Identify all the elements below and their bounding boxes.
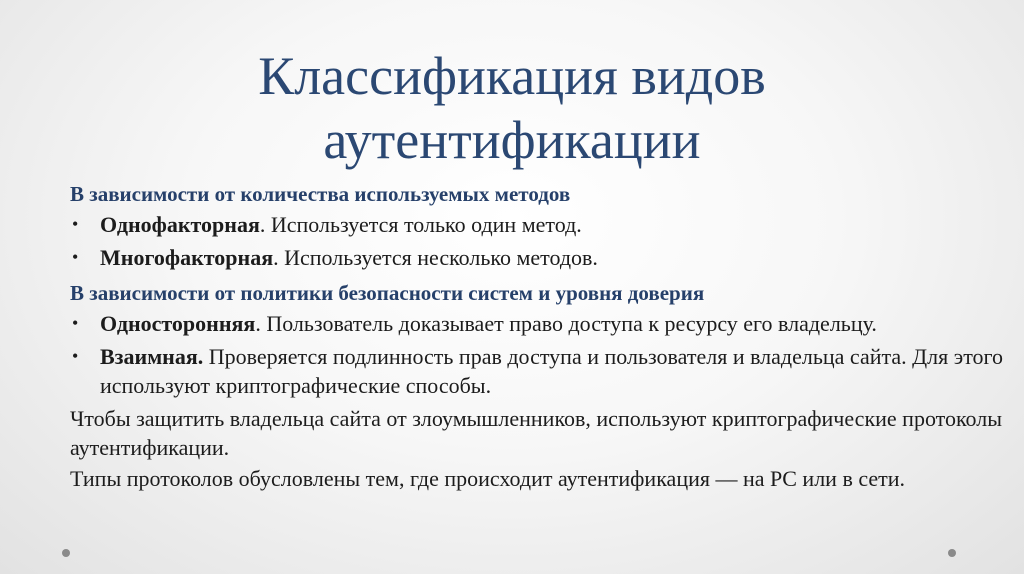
list-item bbox=[70, 342, 1010, 400]
paragraph-protocol-types: Типы протоколов обусловлены тем, где происходит аутентификация — на PC или в сети. bbox=[70, 466, 906, 491]
bullet-icon: • bbox=[72, 313, 79, 333]
term-description: Проверяется подлинность прав доступа и пользователя и владельца сайта. Для этого используют криптографические способы. bbox=[100, 344, 1003, 398]
term-description: . Пользователь доказывает право доступа к ресурсу его владельцу. bbox=[255, 311, 877, 336]
bullet-icon: • bbox=[72, 346, 79, 366]
term-label: Многофакторная bbox=[100, 245, 274, 270]
section-heading-policy: В зависимости от политики безопасности систем и уровня доверия bbox=[70, 281, 705, 305]
list-item bbox=[70, 243, 1010, 272]
bullet-icon: • bbox=[72, 214, 79, 234]
list-item bbox=[70, 210, 1010, 239]
term-label: Односторонняя bbox=[100, 311, 256, 336]
corner-dot-right bbox=[948, 549, 956, 557]
term-description: . Используется только один метод. bbox=[259, 212, 582, 237]
term-label: Взаимная. bbox=[100, 344, 204, 369]
paragraph-protection: Чтобы защитить владельца сайта от злоумышленников, используют криптографические протоколы аутентификации. bbox=[70, 406, 1003, 460]
slide-title bbox=[0, 44, 1024, 172]
slide-body bbox=[70, 180, 1010, 495]
title-line-2: аутентификации bbox=[323, 110, 701, 170]
title-line-1: Классификация видов bbox=[258, 46, 766, 106]
term-description: . Используется несколько методов. bbox=[273, 245, 598, 270]
section-heading-methods: В зависимости от количества используемых методов bbox=[70, 182, 571, 206]
list-item bbox=[70, 309, 1010, 338]
term-label: Однофакторная bbox=[100, 212, 260, 237]
bullet-icon: • bbox=[72, 247, 79, 267]
corner-dot-left bbox=[62, 549, 70, 557]
